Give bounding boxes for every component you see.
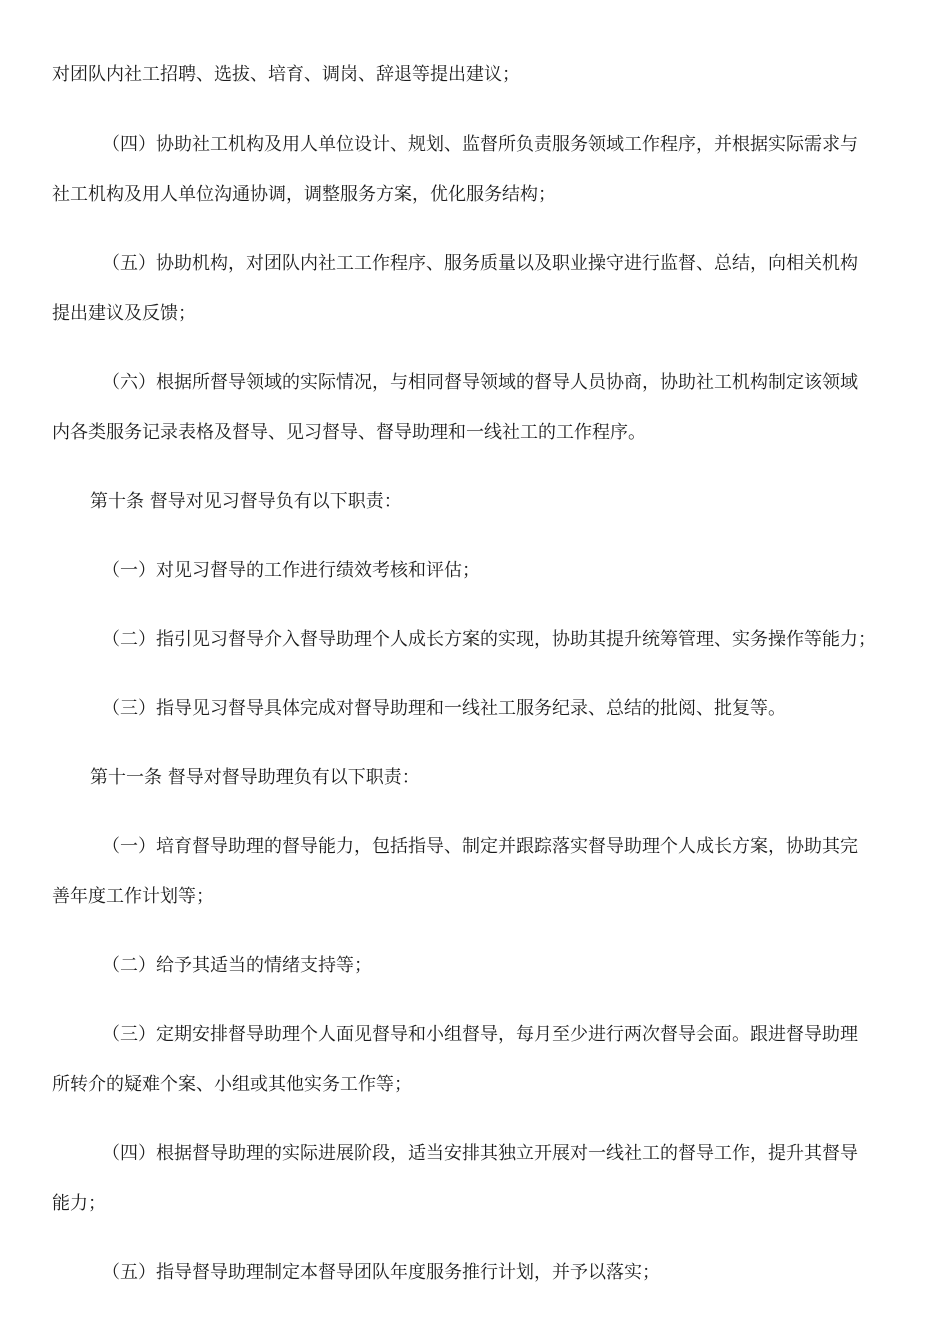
text-line: 能力； [52,1193,106,1214]
text-line: （五）指导督导助理制定本督导团队年度服务推行计划，并予以落实； [102,1262,660,1283]
text-line: （二）给予其适当的情绪支持等； [102,955,372,976]
text-line: （二）指引见习督导介入督导助理个人成长方案的实现，协助其提升统筹管理、实务操作等能力； [102,629,876,650]
text-line: 善年度工作计划等； [52,886,214,907]
text-line: （四）根据督导助理的实际进展阶段，适当安排其独立开展对一线社工的督导工作，提升其督导 [102,1143,858,1164]
text-line: 提出建议及反馈； [52,303,196,324]
article-heading: 第十条 督导对见习督导负有以下职责： [90,491,402,512]
text-line: （四）协助社工机构及用人单位设计、规划、监督所负责服务领域工作程序，并根据实际需求与 [102,134,858,155]
text-line: （六）根据所督导领域的实际情况，与相同督导领域的督导人员协商，协助社工机构制定该领域 [102,372,858,393]
text-line: （一）培育督导助理的督导能力，包括指导、制定并跟踪落实督导助理个人成长方案，协助其完 [102,836,858,857]
text-line: 内各类服务记录表格及督导、见习督导、督导助理和一线社工的工作程序。 [52,422,646,443]
text-line: （三）指导见习督导具体完成对督导助理和一线社工服务纪录、总结的批阅、批复等。 [102,698,786,719]
text-line: 对团队内社工招聘、选拔、培育、调岗、辞退等提出建议； [52,64,520,85]
text-line: 所转介的疑难个案、小组或其他实务工作等； [52,1074,412,1095]
text-line: 社工机构及用人单位沟通协调，调整服务方案，优化服务结构； [52,184,556,205]
text-line: （五）协助机构，对团队内社工工作程序、服务质量以及职业操守进行监督、总结，向相关机构 [102,253,858,274]
text-line: （一）对见习督导的工作进行绩效考核和评估； [102,560,480,581]
text-line: （三）定期安排督导助理个人面见督导和小组督导，每月至少进行两次督导会面。跟进督导助理 [102,1024,858,1045]
article-heading: 第十一条 督导对督导助理负有以下职责： [90,767,420,788]
